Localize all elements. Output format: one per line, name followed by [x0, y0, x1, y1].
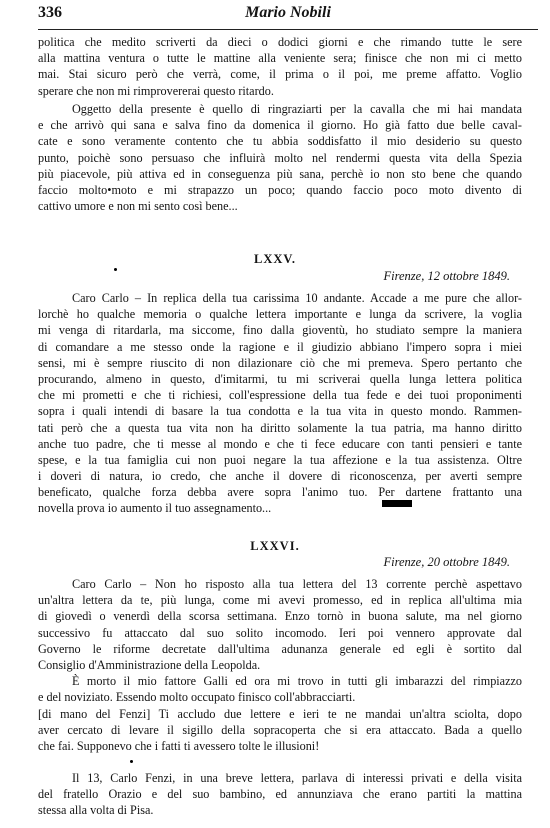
- text-line: di giovedì o venerdì della scorsa settimana. Enzo tornò in buona salute, ma nel giorno: [38, 609, 522, 624]
- ink-speck: [114, 268, 117, 271]
- letter-75-body: [38, 290, 522, 517]
- text-line: sopra i quali intendi di basare la tua condotta e la tua vita in questo mondo. Rammen-: [38, 404, 522, 419]
- text-line: politica che medito scriverti da dieci o dodici giorni e che rimando tutte le sere: [38, 35, 522, 49]
- text-line: sperare che non mi rimprovererai questo ritardo.: [38, 83, 274, 98]
- text-line: punto, poichè sono persuaso che influirà molto nel rendermi questa vita della Spezia: [38, 150, 522, 165]
- text-line: beneficato, qualche forza debba avere sopra l'animo tuo. Per dartene frattanto una: [38, 485, 522, 500]
- text-line: mai. Stai sicuro però che verrà, come, il prima o il poi, me preme affatto. Voglio: [38, 67, 522, 82]
- text-line: Caro Carlo – Non ho risposto alla tua lettera del 13 corrente perchè aspettavo: [72, 577, 522, 591]
- text-line: faccio molto•moto e mi strapazzo un poco; quando faccio poco moto divento di: [38, 182, 522, 197]
- redaction-mark: [382, 500, 412, 507]
- text-line: Governo le riforme decretate dall'ultima adunanza generale ed egli è sortito dal: [38, 641, 522, 656]
- paragraph-1: [38, 34, 522, 99]
- text-line: che fai. Supponevo che i fatti ti avessero tolte le illusioni!: [38, 738, 320, 753]
- text-line: [di mano del Fenzi] Ti accludo due lettere e ieri te ne mandai un'altra sciolta, dopo: [38, 706, 522, 721]
- text-line: lorchè ho qualche memoria o qualche lettera importante e lunga da scrivere, la voglia: [38, 307, 522, 322]
- text-line: alla mattina ventura o tutte le mattine alla veniente sera; finisce che non mi ci metto: [38, 51, 522, 66]
- page-number: 336: [38, 4, 62, 21]
- ink-speck: [130, 760, 133, 763]
- letter-75-dateline: Firenze, 12 ottobre 1849.: [383, 269, 510, 283]
- letter-75-heading: LXXV.: [254, 252, 296, 266]
- text-line: successivo fu attaccato dal suo solito incomodo. Ieri poi vennero approvate dal: [38, 625, 522, 640]
- text-line: spese, e la tua famiglia cui non puoi negare la tua affezione e la tua assistenza. Oltre: [38, 452, 522, 467]
- text-line: anche tuo padre, che ti messe al mondo e che ti fece educare con tanti pensieri e tante: [38, 436, 522, 451]
- text-line: tati però che a questa tua vita non ha diritto solamente la tua patria, ma hanno diritto: [38, 420, 522, 435]
- page-header: [38, 4, 538, 30]
- text-line: un'altra lettera da te, più lunga, come mi avevi promesso, ed in replica all'ultima mia: [38, 593, 522, 608]
- text-line: Oggetto della presente è quello di ringraziarti per la cavalla che mi hai mandata: [72, 102, 522, 116]
- text-line: Il 13, Carlo Fenzi, in una breve lettera, parlava di interessi privati e della visita: [72, 771, 522, 785]
- header-rule: [38, 29, 538, 30]
- text-line: e che arrivò qui sana e salva fino da domenica il giorno. Ho già fatto due belle caval-: [38, 118, 522, 133]
- text-line: del fratello Orazio e del suo bambino, ed annunziava che erano partiti la mattina: [38, 787, 522, 802]
- text-line: Caro Carlo – In replica della tua carissima 10 andante. Accade a me pure che allor-: [72, 291, 522, 305]
- text-line: di comandare a me stesso onde la ragione e il giudizio abbiano l'impero sopra i miei: [38, 339, 522, 354]
- text-line: Consiglio d'Amministrazione della Leopolda.: [38, 657, 261, 672]
- footnote: [38, 770, 522, 819]
- text-line: novella prova io aumento il tuo assegnamento...: [38, 501, 272, 516]
- text-line: cattivo umore e non mi sento così bene...: [38, 199, 238, 214]
- text-line: È morto il mio fattore Galli ed ora mi trovo in tutti gli imbarazzi del rimpiazzo: [72, 674, 522, 689]
- letter-76-heading: LXXVI.: [250, 539, 300, 553]
- text-line: i doveri di natura, io credo, che anche il dovere di riconoscenza, per averti sempre: [38, 469, 522, 484]
- text-line: sensi, mi è sempre riuscito di non dilazionare ciò che mi premeva. Spero pertanto che: [38, 355, 522, 370]
- text-line: cate e sono veramente contento che tu abbia soddisfatto il mio desiderio su questo: [38, 134, 522, 149]
- text-line: mi venga di ritardarla, ma siccome, fino dalla gioventù, ho studiato sempre la maniera: [38, 323, 522, 338]
- text-line: aver cercato di levare il sigillo della sopracoperta che si era attaccato. Bada a quello: [38, 722, 522, 737]
- text-line: stessa alla volta di Pisa.: [38, 803, 154, 818]
- running-title: Mario Nobili: [245, 4, 331, 21]
- letter-76-body: [38, 576, 522, 754]
- paragraph-2: [38, 101, 522, 214]
- letter-76-dateline: Firenze, 20 ottobre 1849.: [383, 555, 510, 569]
- text-line: e del noviziato. Essendo molto occupato finisco coll'abbracciarti.: [38, 690, 356, 705]
- text-line: che mi prometti e che ti richiesi, coll'espressione della tua fede e dei tuoi proponimenti: [38, 388, 522, 403]
- text-line: procurando, almeno in questo, d'imitarmi, tu mi scriverai quella lunga lettera politica: [38, 371, 522, 386]
- text-line: più piacevole, più attiva ed in conseguenza più sana, perchè io non sto bene che quando: [38, 166, 522, 181]
